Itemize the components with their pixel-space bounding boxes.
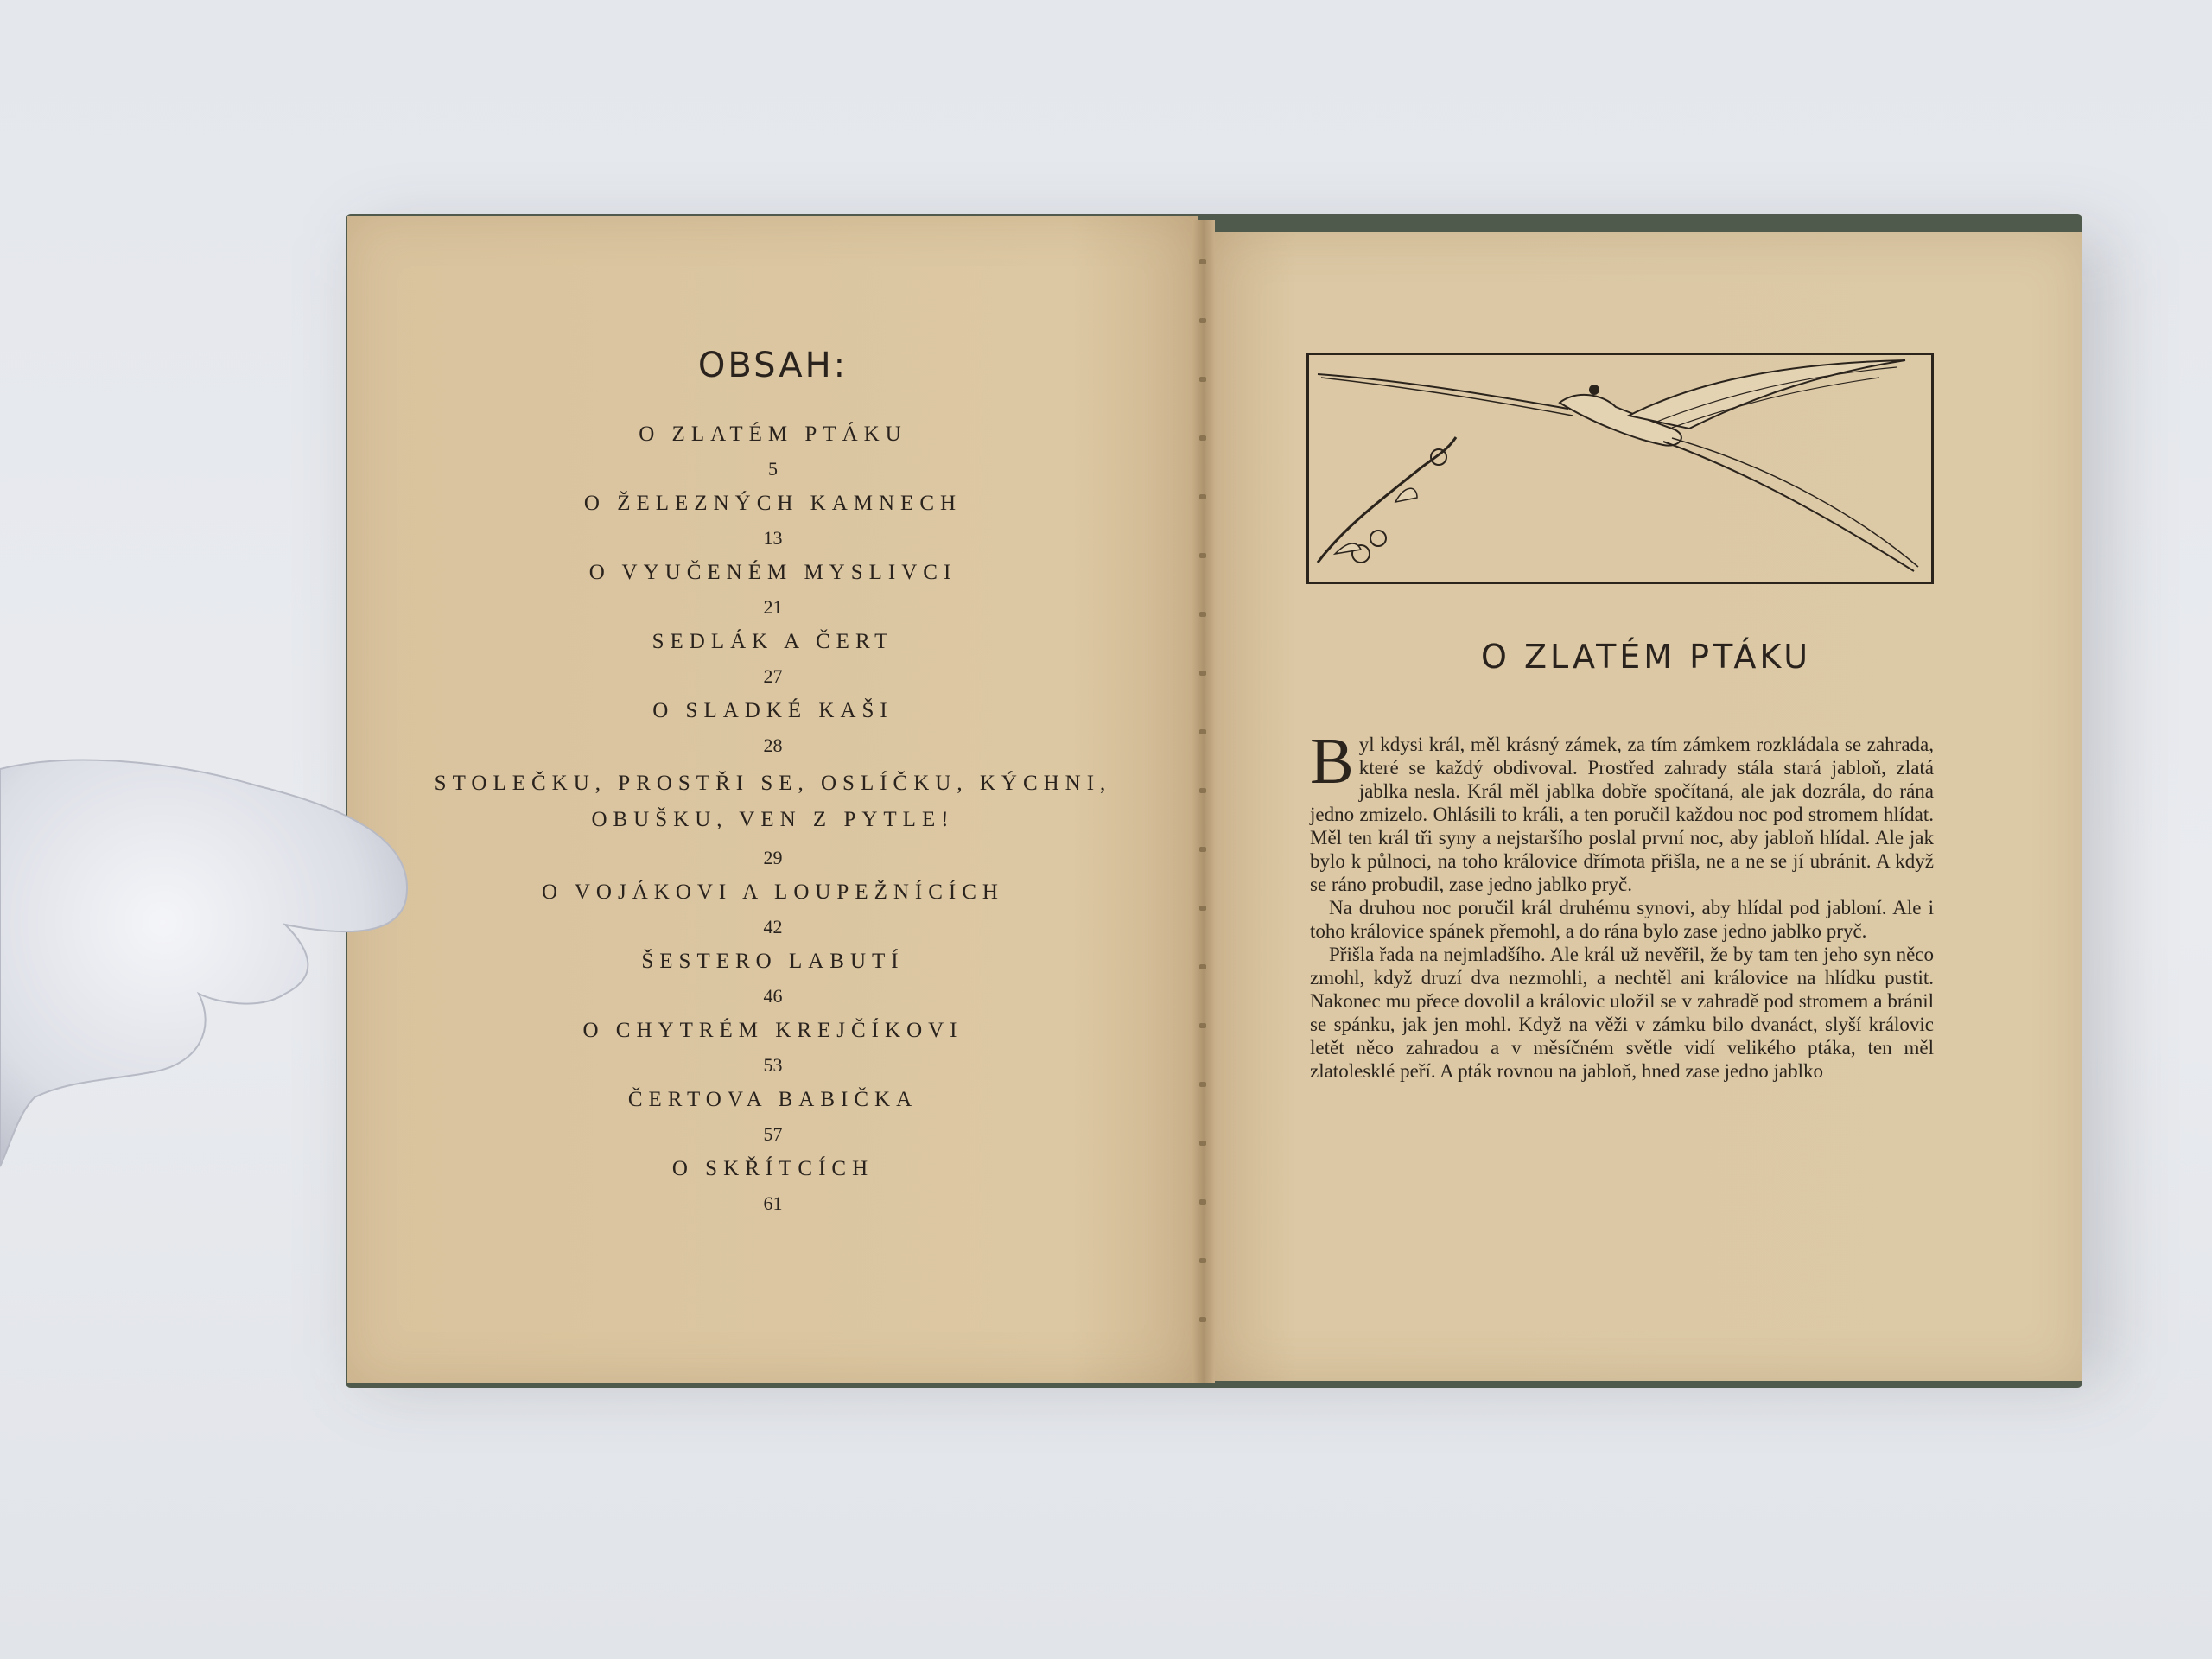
toc-entry — [347, 627, 1198, 696]
toc-entry-title: STOLEČKU, PROSTŘI SE, OSLÍČKU, KÝCHNI, — [434, 772, 1112, 795]
toc-entry-title: O VOJÁKOVI A LOUPEŽNÍCÍCH — [542, 880, 1004, 904]
story-paragraph: Na druhou noc poručil král druhému synovi, aby hlídal pod jabloní. Ale i toho královice spánek přemohl, a do rána bylo zase jedno jablko pryč. — [1310, 897, 1934, 942]
toc-entry — [347, 947, 1198, 1016]
golden-bird-icon — [1309, 355, 1931, 582]
stitch-mark — [1199, 788, 1206, 793]
toc-entry — [347, 489, 1198, 558]
stitch-mark — [1199, 964, 1206, 969]
stitch-mark — [1199, 906, 1206, 911]
toc-entry-page: 28 — [763, 734, 783, 756]
toc-entry — [347, 1016, 1198, 1085]
toc-entry-page: 29 — [763, 847, 783, 868]
toc-entry-page: 5 — [768, 458, 778, 480]
story-paragraph: Přišla řada na nejmladšího. Ale král už nevěřil, že by tam ten jeho syn něco zmohl, když druzí dva nezmohli, a nechtěl ani královice na hlídku pustit. Nakonec mu přece dovolil a královic uložil se v zahradě pod stromem a bránil se spánku, jak jen mohl. Když na věži v zámku bilo dvanáct, slyší královic letět něco zahradou a v měsíčném světle vidí velikého ptáka, ten měl zlatolesklé peří. A pták rovnou na jabloň, hned zase jedno jablko — [1310, 944, 1934, 1082]
toc-heading: OBSAH: — [697, 346, 849, 385]
toc-entry-title-line2: OBUŠKU, VEN Z PYTLE! — [591, 808, 955, 831]
toc-entry — [347, 878, 1198, 947]
drop-cap: B — [1310, 725, 1354, 798]
story-title: O ZLATÉM PTÁKU — [1480, 638, 1812, 676]
toc-entry-title: O ZLATÉM PTÁKU — [639, 423, 907, 446]
story-text — [1310, 725, 1934, 1083]
stitch-mark — [1199, 1258, 1206, 1263]
white-glove-hand — [0, 752, 415, 1287]
toc-entry-title: O VYUČENÉM MYSLIVCI — [588, 561, 957, 584]
toc-entry — [347, 696, 1198, 766]
toc-entry-title: O ŽELEZNÝCH KAMNECH — [583, 492, 963, 515]
bird-illustration — [1306, 353, 1934, 584]
toc-entry-title: ČERTOVA BABIČKA — [627, 1088, 918, 1111]
stitch-mark — [1199, 435, 1206, 441]
stitch-mark — [1199, 1141, 1206, 1146]
paragraph-text: yl kdysi král, měl krásný zámek, za tím zámkem rozkládala se zahrada, které se každý obdivoval. Prostřed zahrady stála stará jabloň, zlatá jablka nesla. Král měl jablka dobře spočítaná, ale jak dozrála, do rána jedno zmizelo. Ohlásili to králi, a ten poručil každou noc pod stromem hlídat. Měl ten král tři syny a nejstaršího poslal první noc, aby jabloň hlídal. Ale jak bylo k půlnoci, na toho královice dřímota přišla, ne a ne se jí ubránit. A když se ráno probudil, zase jedno jablko pryč. — [1310, 734, 1934, 895]
stitch-mark — [1199, 259, 1206, 264]
toc-entry-title: O SKŘÍTCÍCH — [671, 1157, 874, 1180]
stitch-mark — [1199, 1317, 1206, 1322]
toc-entry — [347, 1154, 1198, 1224]
stitch-mark — [1199, 671, 1206, 676]
stitch-mark — [1199, 553, 1206, 558]
stitch-mark — [1199, 1023, 1206, 1028]
toc-entry-page: 13 — [763, 527, 783, 549]
toc-entry-page: 53 — [763, 1054, 783, 1076]
toc-entry-page: 27 — [763, 665, 783, 687]
toc-entry-title: O CHYTRÉM KREJČÍKOVI — [582, 1019, 963, 1042]
toc-entry — [347, 558, 1198, 627]
toc-entry-page: 21 — [763, 596, 783, 618]
stitch-mark — [1199, 729, 1206, 734]
stitch-mark — [1199, 1199, 1206, 1205]
toc-entry-title: SEDLÁK A ČERT — [652, 630, 894, 653]
toc-entry-page: 61 — [763, 1192, 783, 1214]
toc-entry — [347, 766, 1198, 878]
toc-entry — [347, 420, 1198, 489]
table-of-contents — [347, 346, 1198, 1224]
toc-entry-title: ŠESTERO LABUTÍ — [641, 950, 905, 973]
toc-entry-page: 42 — [763, 916, 783, 938]
stitch-mark — [1199, 377, 1206, 382]
stitch-mark — [1199, 612, 1206, 617]
toc-entry-title: O SLADKÉ KAŠI — [652, 699, 893, 722]
story-paragraph — [1310, 725, 1934, 896]
stitch-mark — [1199, 318, 1206, 323]
stitch-mark — [1199, 494, 1206, 499]
toc-entry — [347, 1085, 1198, 1154]
stitch-mark — [1199, 847, 1206, 852]
stitch-mark — [1199, 1082, 1206, 1087]
toc-entry-page: 46 — [763, 985, 783, 1007]
toc-entry-page: 57 — [763, 1123, 783, 1145]
